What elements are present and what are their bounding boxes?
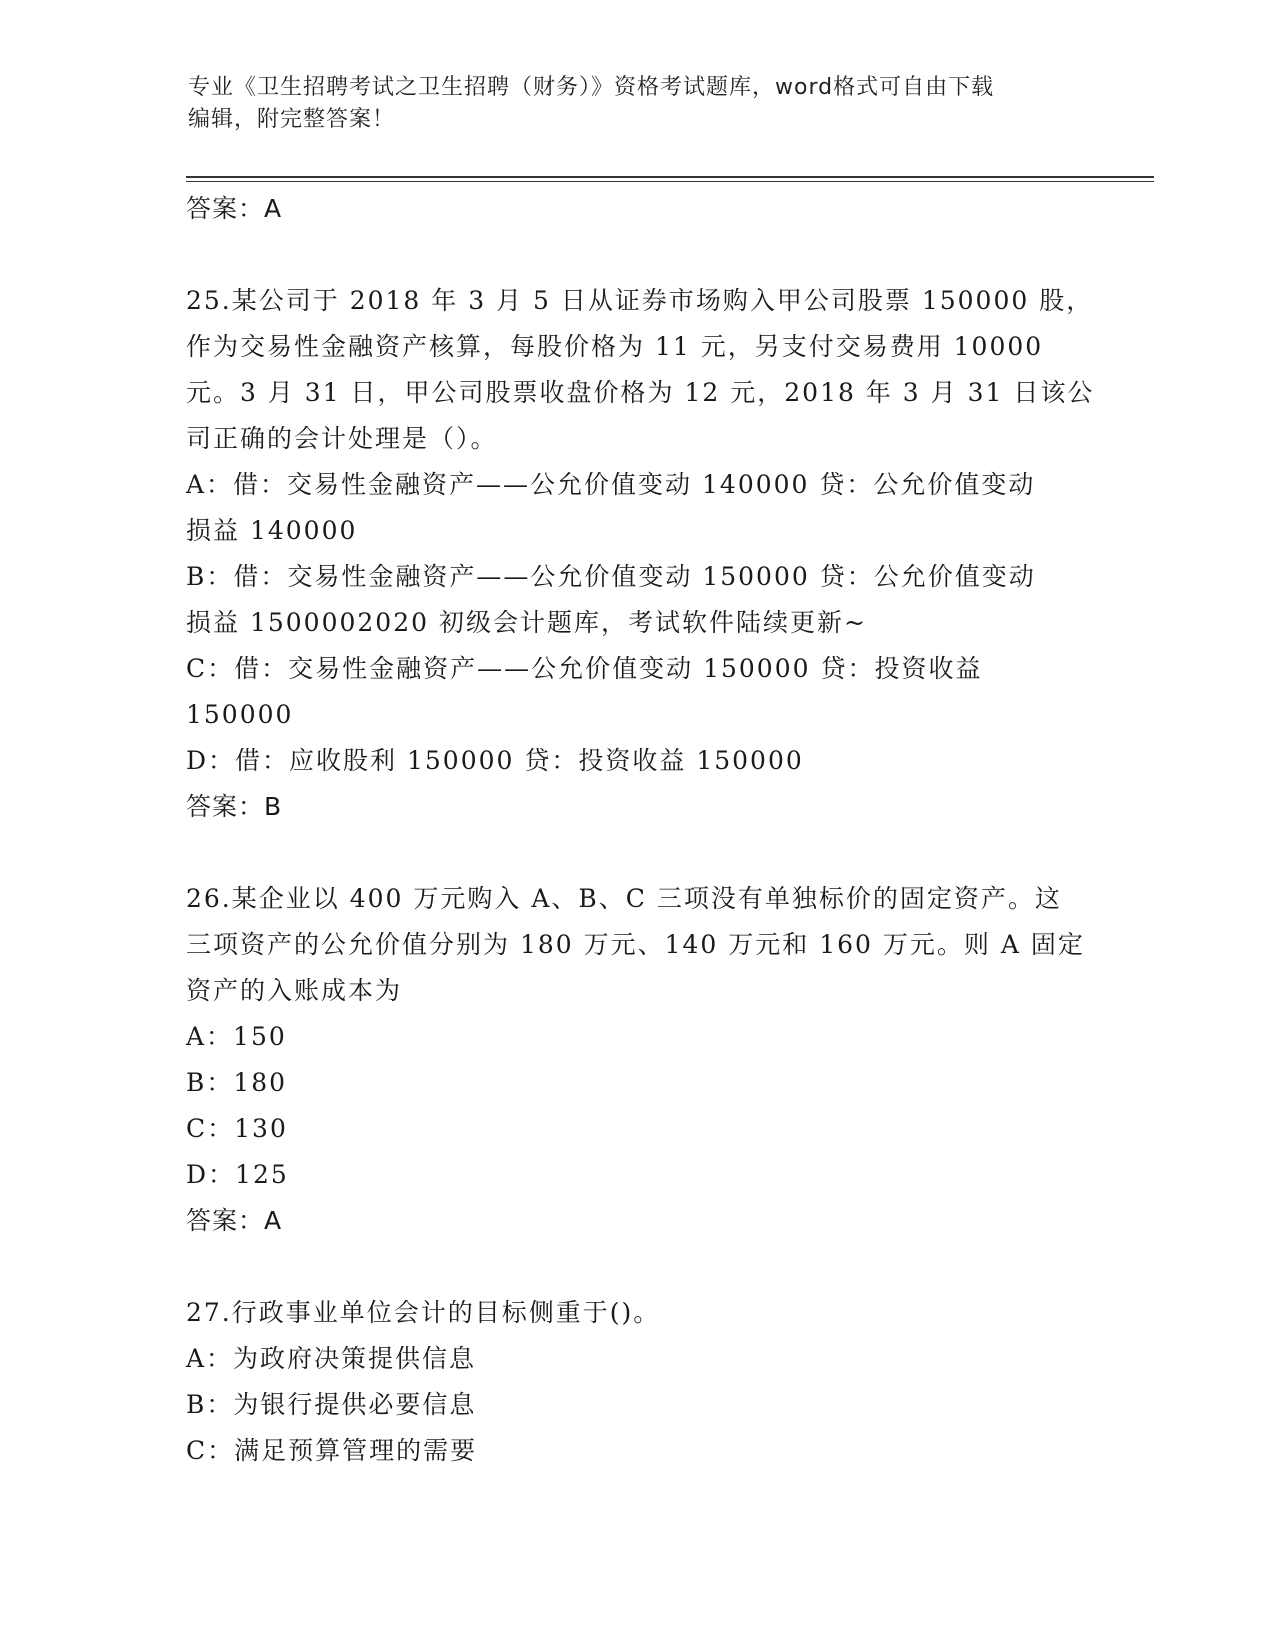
question-25-option-a: A：借：交易性金融资产——公允价值变动 140000 贷：公允价值变动 bbox=[186, 470, 1036, 499]
question-26-option-d: D：125 bbox=[186, 1160, 289, 1189]
spacer bbox=[186, 232, 1086, 278]
question-25 bbox=[186, 278, 1095, 830]
question-26-line-3: 资产的入账成本为 bbox=[186, 976, 403, 1005]
spacer bbox=[186, 830, 1086, 876]
page-header bbox=[188, 72, 1068, 136]
question-26-option-a: A：150 bbox=[186, 1022, 287, 1051]
question-25-option-c: C：借：交易性金融资产——公允价值变动 150000 贷：投资收益 bbox=[186, 654, 983, 683]
question-25-option-d: D：借：应收股利 150000 贷：投资收益 150000 bbox=[186, 746, 804, 775]
spacer bbox=[186, 1244, 1086, 1290]
question-26-answer: 答案：A bbox=[186, 1206, 283, 1235]
question-26-option-c: C：130 bbox=[186, 1114, 288, 1143]
question-25-option-a-cont: 损益 140000 bbox=[186, 516, 358, 545]
question-27 bbox=[186, 1290, 1086, 1474]
question-25-option-b: B：借：交易性金融资产——公允价值变动 150000 贷：公允价值变动 bbox=[186, 562, 1036, 591]
question-25-line-3: 元。3 月 31 日，甲公司股票收盘价格为 12 元，2018 年 3 月 31 日该公 bbox=[186, 378, 1095, 407]
question-26-line-2: 三项资产的公允价值分别为 180 万元、140 万元和 160 万元。则 A 固定 bbox=[186, 930, 1085, 959]
header-line-1: 专业《卫生招聘考试之卫生招聘（财务）》资格考试题库，word格式可自由下载 bbox=[188, 75, 995, 100]
question-27-option-a: A：为政府决策提供信息 bbox=[186, 1344, 477, 1373]
question-25-line-2: 作为交易性金融资产核算，每股价格为 11 元，另支付交易费用 10000 bbox=[186, 332, 1044, 361]
question-27-line-1: 27.行政事业单位会计的目标侧重于()。 bbox=[186, 1298, 661, 1327]
question-25-line-1: 25.某公司于 2018 年 3 月 5 日从证券市场购入甲公司股票 150000 股， bbox=[186, 286, 1094, 315]
header-line-2: 编辑，附完整答案！ bbox=[188, 107, 396, 132]
header-divider-thin bbox=[186, 181, 1154, 182]
question-27-option-c: C：满足预算管理的需要 bbox=[186, 1436, 478, 1465]
question-27-option-b: B：为银行提供必要信息 bbox=[186, 1390, 477, 1419]
question-25-line-4: 司正确的会计处理是（）。 bbox=[186, 424, 498, 453]
question-25-answer: 答案：B bbox=[186, 792, 283, 821]
question-content bbox=[186, 186, 1095, 1474]
question-26 bbox=[186, 876, 1086, 1244]
question-26-line-1: 26.某企业以 400 万元购入 A、B、C 三项没有单独标价的固定资产。这 bbox=[186, 884, 1062, 913]
question-26-option-b: B：180 bbox=[186, 1068, 288, 1097]
question-25-option-b-cont: 损益 1500002020 初级会计题库，考试软件陆续更新~ bbox=[186, 608, 867, 637]
previous-answer: 答案：A bbox=[186, 194, 283, 223]
header-divider-thick bbox=[186, 176, 1154, 178]
question-25-option-c-cont: 150000 bbox=[186, 700, 294, 729]
